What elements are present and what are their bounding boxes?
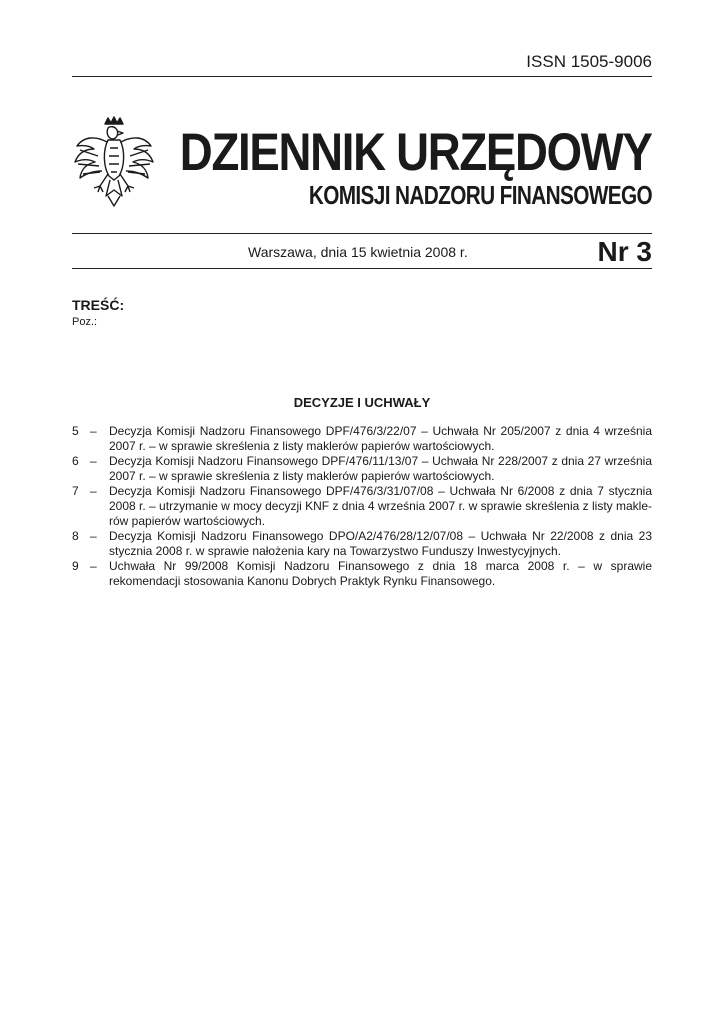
entry-dash: – [90, 454, 97, 468]
toc-entry [72, 424, 652, 454]
entry-number: 7 [72, 484, 79, 498]
journal-title: DZIENNIK URZĘDOWY [180, 123, 652, 182]
entry-dash: – [90, 424, 97, 438]
toc-subheading: Poz.: [72, 316, 98, 328]
middle-rule [72, 233, 652, 234]
toc-entry [72, 559, 652, 589]
bottom-rule [72, 268, 652, 269]
toc-heading: TREŚĆ: [72, 297, 125, 313]
toc-entries [72, 424, 652, 589]
toc-entry [72, 454, 652, 484]
entry-dash: – [90, 484, 97, 498]
entry-text: Decyzja Komisji Nadzoru Finansowego DPF/476/3/31/07/08 – Uchwała Nr 6/2008 z dnia 7 stycznia 2008 r. – utrzymanie w mocy decyzji KNF z dnia 4 września 2007 r. w sprawie skreślenia z listy makle-rów papierów wartościowych. [109, 484, 652, 528]
entry-number: 6 [72, 454, 79, 468]
journal-subtitle: KOMISJI NADZORU FINANSOWEGO [308, 180, 652, 210]
issn-label: ISSN 1505-9006 [526, 52, 652, 71]
top-rule [72, 76, 652, 77]
entry-number: 8 [72, 529, 79, 543]
entry-dash: – [90, 559, 97, 573]
entry-text: Decyzja Komisji Nadzoru Finansowego DPF/476/3/22/07 – Uchwała Nr 205/2007 z dnia 4 września 2007 r. – w sprawie skreślenia z listy maklerów papierów wartościowych. [109, 424, 652, 453]
dateline: Warszawa, dnia 15 kwietnia 2008 r. [248, 244, 468, 260]
polish-eagle-icon [72, 116, 156, 208]
toc-entry [72, 484, 652, 529]
toc-entry [72, 529, 652, 559]
entry-dash: – [90, 529, 97, 543]
entry-text: Decyzja Komisji Nadzoru Finansowego DPF/476/11/13/07 – Uchwała Nr 228/2007 z dnia 27 września 2007 r. – w sprawie skreślenia z listy maklerów papierów wartościowych. [109, 454, 652, 483]
entry-number: 5 [72, 424, 79, 438]
entry-number: 9 [72, 559, 79, 573]
entry-text: Decyzja Komisji Nadzoru Finansowego DPO/A2/476/28/12/07/08 – Uchwała Nr 22/2008 z dnia 23 stycznia 2008 r. w sprawie nałożenia kary na Towarzystwo Funduszy Inwestycyjnych. [109, 529, 652, 558]
issue-number: Nr 3 [597, 236, 652, 267]
entry-text: Uchwała Nr 99/2008 Komisji Nadzoru Finansowego z dnia 18 marca 2008 r. – w sprawie rekomendacji stosowania Kanonu Dobrych Praktyk Rynku Finansowego. [109, 559, 652, 588]
section-title: DECYZJE I UCHWAŁY [293, 395, 431, 410]
